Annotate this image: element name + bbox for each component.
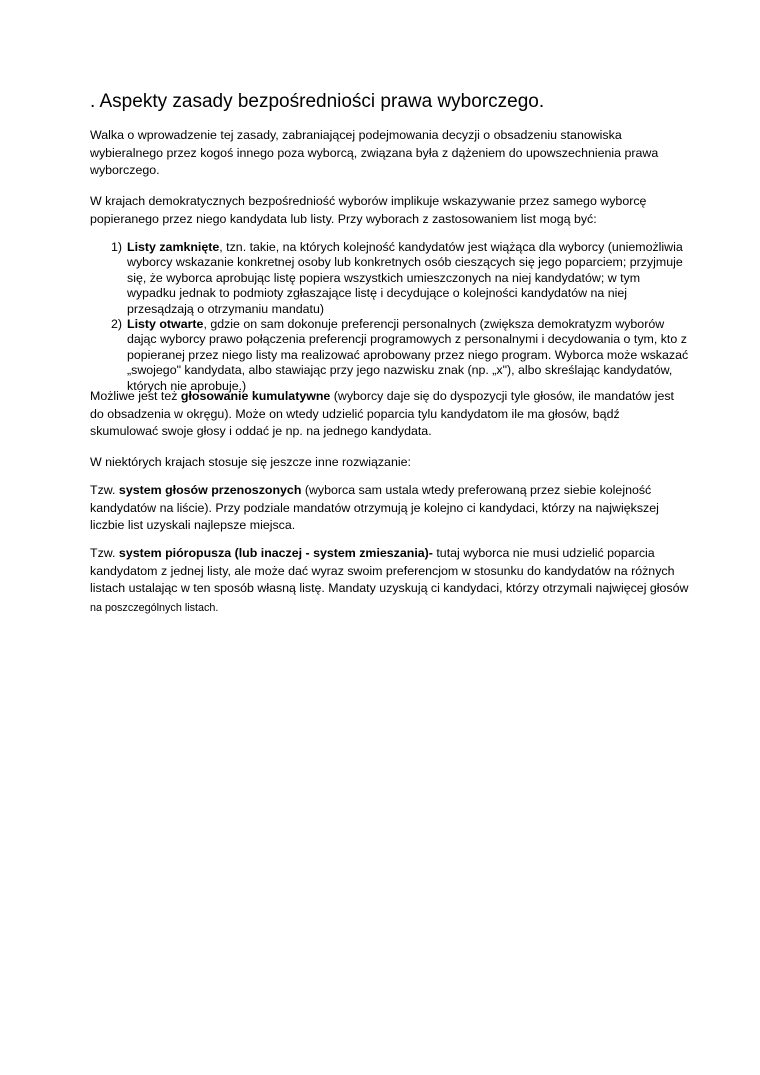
paragraph-other bbox=[90, 454, 690, 472]
paragraph-cumulative bbox=[90, 388, 690, 441]
text-run: (wyborca sam ustala wtedy preferowaną przez siebie kolejność kandydatów na liście). Przy podziale mandatów otrzymują je kolejno ci kandydaci, którzy na największej liczbie list uzyskali najlepsze miejsca. bbox=[90, 483, 659, 532]
list-item bbox=[111, 317, 691, 394]
list-text: , tzn. takie, na których kolejność kandydatów jest wiążąca dla wyborcy (uniemożliwia wyborcy wskazanie konkretnej osoby lub konkretnych osób cieszących się jego poparciem; przyjmuje się, że wyborca aprobując listę popiera wszystkich umieszczonych na niej kandydatów; w tym wypadku jednak to podmioty zgłaszające listę i decydujące o kolejności kandydatów na niej przesądzają o otrzymaniu mandatu) bbox=[127, 240, 683, 316]
text-run: Możliwe jest też bbox=[90, 389, 181, 403]
numbered-list bbox=[111, 240, 691, 394]
paragraph-text: W krajach demokratycznych bezpośredniość wyborów implikuje wskazywanie przez samego wyborcę popieranego przez niego kandydata lub listy. Przy wyborach z zastosowaniem list mogą być: bbox=[90, 194, 647, 226]
bold-term: system głosów przenoszonych bbox=[118, 483, 302, 497]
page-title: . Aspekty zasady bezpośredniości prawa wyborczego. bbox=[90, 91, 545, 112]
paragraph-transferable bbox=[90, 482, 690, 535]
text-run: tutaj wyborca nie musi udzielić poparcia kandydatom z jednej listy, ale może dać wyraz swoim preferencjom w stosunku do kandydatów na różnych listach ustalając w ten sposób własną listę. Mandaty uzyskują ci kandydaci, którzy otrzymali najwięcej głosów bbox=[90, 546, 689, 595]
paragraph-panachage bbox=[90, 545, 690, 617]
paragraph-text bbox=[90, 545, 690, 617]
list-number: 2) bbox=[111, 317, 123, 332]
list-term: Listy otwarte bbox=[127, 317, 204, 332]
bold-term: głosowanie kumulatywne bbox=[180, 389, 331, 403]
list-text: , gdzie on sam dokonuje preferencji personalnych (zwiększa demokratyzm wyborów dając wyborcy prawo połączenia preferencji programowych z personalnymi i decydowania o tym, kto z popieranej przez niego listy ma realizować aprobowany przez niego program. Wyborca może wskazać „swojego" kandydata, albo stawiając przy jego nazwisku znak (np. „x"), albo skreślając kandydatów, których nie aprobuje.) bbox=[127, 317, 689, 393]
text-run: Tzw. bbox=[90, 483, 119, 497]
paragraph-lists-intro bbox=[90, 193, 690, 228]
text-run-small: na poszczególnych listach. bbox=[90, 601, 219, 614]
text-run: Tzw. bbox=[90, 546, 119, 560]
paragraph-text bbox=[90, 482, 690, 535]
bold-term: system pióropusza (lub inaczej - system zmieszania)- bbox=[118, 546, 433, 560]
paragraph-intro bbox=[90, 127, 690, 180]
paragraph-text bbox=[90, 388, 690, 441]
list-item bbox=[111, 240, 691, 317]
list-number: 1) bbox=[111, 240, 123, 254]
list-term: Listy zamknięte bbox=[127, 240, 220, 254]
paragraph-text: W niektórych krajach stosuje się jeszcze inne rozwiązanie: bbox=[90, 455, 411, 469]
paragraph-text: Walka o wprowadzenie tej zasady, zabraniającej podejmowania decyzji o obsadzeniu stanowiska wybieralnego przez kogoś innego poza wyborcą, związana była z dążeniem do upowszechnienia prawa wyborczego. bbox=[90, 128, 659, 177]
text-run: (wyborcy daje się do dyspozycji tyle głosów, ile mandatów jest do obsadzenia w okręgu). Może on wtedy udzielić poparcia tylu kandydatom ile ma głosów, bądź skumulować swoje głosy i oddać je np. na jednego kandydata. bbox=[90, 389, 674, 438]
